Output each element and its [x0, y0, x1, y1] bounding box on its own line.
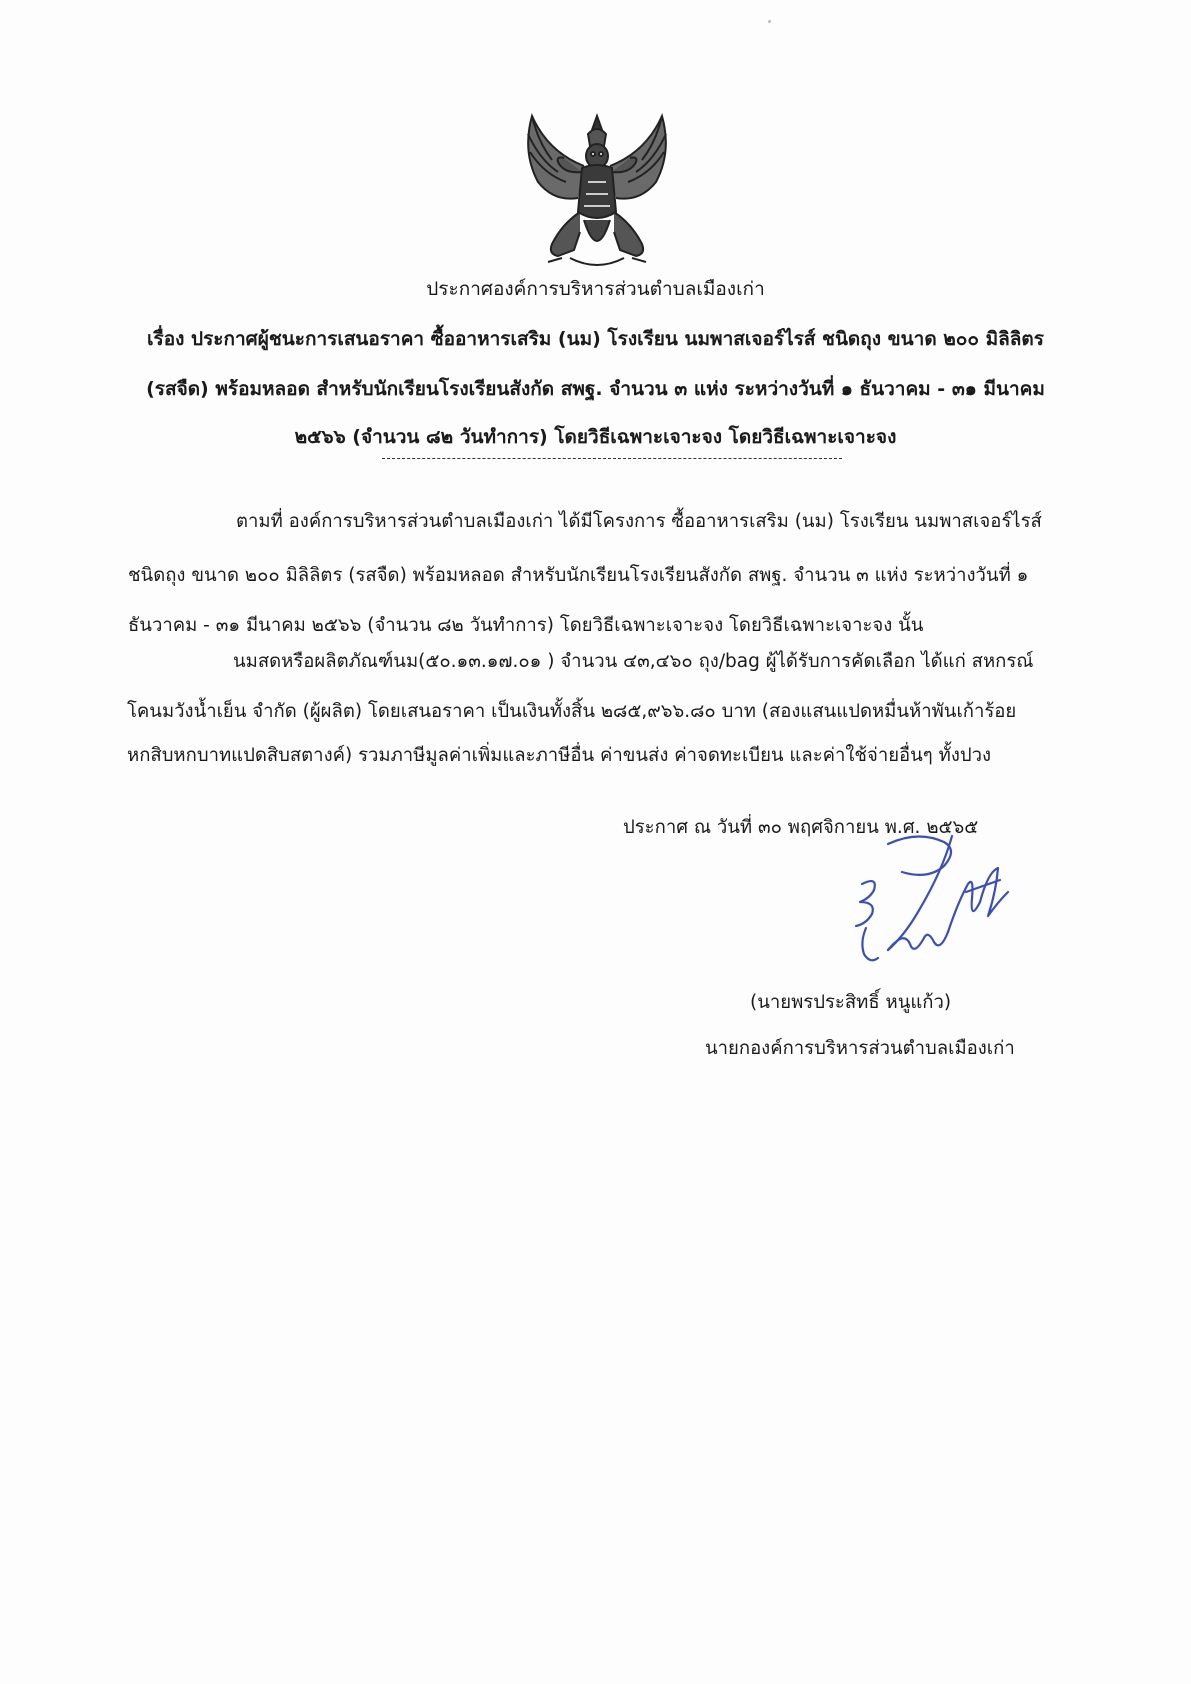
- subject-line-3: ๒๕๖๖ (จำนวน ๘๒ วันทำการ) โดยวิธีเฉพาะเจาะจง โดยวิธีเฉพาะเจาะจง: [294, 426, 897, 448]
- body-line-4: นมสดหรือผลิตภัณฑ์นม(๕๐.๑๓.๑๗.๐๑ ) จำนวน ๔๓,๔๖๐ ถุง/bag ผู้ได้รับการคัดเลือก ได้แก่ สหกรณ์: [233, 651, 1034, 672]
- handwritten-signature: [848, 832, 1016, 992]
- signer-name: (นายพรประสิทธิ์ หนูแก้ว): [750, 992, 952, 1013]
- signer-position: นายกองค์การบริหารส่วนตำบลเมืองเก่า: [705, 1038, 1015, 1059]
- announcement-date: ประกาศ ณ วันที่ ๓๐ พฤศจิกายน พ.ศ. ๒๕๖๕: [623, 817, 979, 838]
- subject-line-2: (รสจืด) พร้อมหลอด สำหรับนักเรียนโรงเรียนสังกัด สพฐ. จำนวน ๓ แห่ง ระหว่างวันที่ ๑ ธันวาคม - ๓๑ มีนาคม: [146, 378, 1045, 400]
- dashed-divider: [382, 458, 842, 459]
- scan-speck: [768, 20, 771, 23]
- subject-line-1: เรื่อง ประกาศผู้ชนะการเสนอราคา ซื้ออาหารเสริม (นม) โรงเรียน นมพาสเจอร์ไรส์ ชนิดถุง ขนาด ๒๐๐ มิลิลิตร: [147, 328, 1044, 350]
- garuda-emblem-icon: [518, 112, 676, 272]
- announcement-title: ประกาศองค์การบริหารส่วนตำบลเมืองเก่า: [426, 278, 765, 300]
- body-line-1: ตามที่ องค์การบริหารส่วนตำบลเมืองเก่า ได้มีโครงการ ซื้ออาหารเสริม (นม) โรงเรียน นมพาสเจอร์ไรส์: [236, 511, 1042, 532]
- body-line-3: ธันวาคม - ๓๑ มีนาคม ๒๕๖๖ (จำนวน ๘๒ วันทำการ) โดยวิธีเฉพาะเจาะจง โดยวิธีเฉพาะเจาะจง นั้น: [128, 615, 924, 636]
- body-line-2: ชนิดถุง ขนาด ๒๐๐ มิลิลิตร (รสจืด) พร้อมหลอด สำหรับนักเรียนโรงเรียนสังกัด สพฐ. จำนวน ๓ แห่ง ระหว่างวันที่ ๑: [128, 565, 1029, 586]
- body-line-6: หกสิบหกบาทแปดสิบสตางค์) รวมภาษีมูลค่าเพิ่มและภาษีอื่น ค่าขนส่ง ค่าจดทะเบียน และค่าใช้จ่ายอื่นๆ ทั้งปวง: [127, 745, 992, 766]
- body-line-5: โคนมวังน้ำเย็น จำกัด (ผู้ผลิต) โดยเสนอราคา เป็นเงินทั้งสิ้น ๒๘๕,๙๖๖.๘๐ บาท (สองแสนแปดหมื่นห้าพันเก้าร้อย: [127, 701, 1017, 722]
